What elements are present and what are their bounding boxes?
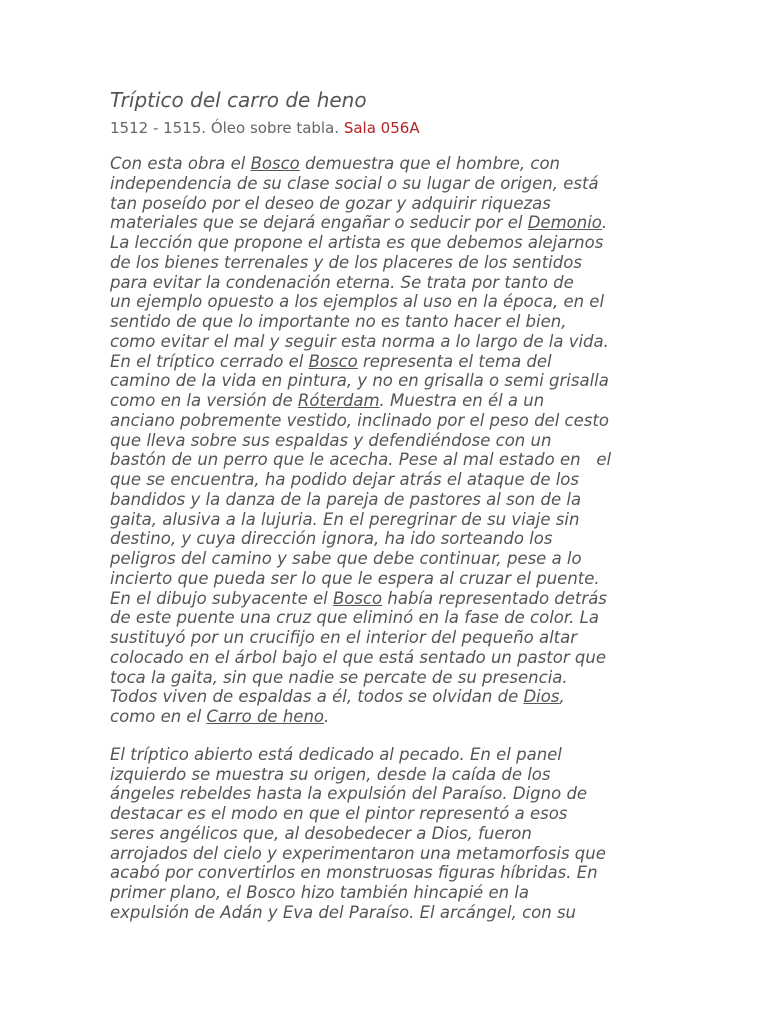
text-segment: de este puente una cruz que eliminó en la fase de color. La (110, 608, 599, 628)
text-segment: . Muestra en él a un (379, 391, 545, 410)
text-segment: camino de la vida en pintura, y no en grisalla o semi grisalla (110, 371, 609, 391)
text-segment: para evitar la condenación eterna. Se trata por tanto de (110, 272, 574, 292)
link-roterdam[interactable]: Róterdam (297, 391, 380, 410)
paragraph-open-triptych (110, 745, 670, 923)
text-segment: sustituyó por un crucifijo en el interior del pequeño altar (110, 628, 578, 647)
text-segment: En el dibujo subyacente el (110, 588, 333, 608)
text-segment: En el tríptico cerrado el (110, 351, 309, 371)
text-segment: gaita, alusiva a la lujuria. En el peregrinar de su viaje sin (110, 509, 580, 529)
text-segment: como en el (110, 707, 207, 726)
text-line: destacar es el modo en que el pintor representó a esos (110, 804, 568, 823)
room-link[interactable]: Sala 056A (343, 119, 420, 137)
text-segment: como en la versión de (110, 391, 298, 410)
text-segment: bastón de un perro que le acecha. Pese al mal estado en el (110, 450, 612, 470)
text-segment: que lleva sobre sus espaldas y defendiéndose con un (110, 430, 552, 450)
link-carro-de-heno[interactable]: Carro de heno (206, 707, 324, 726)
link-dios[interactable]: Dios (523, 687, 560, 707)
text-segment: representa el tema del (357, 351, 552, 371)
text-segment: La lección que propone el artista es que debemos alejarnos (110, 233, 604, 252)
text-line: expulsión de Adán y Eva del Paraíso. El arcángel, con su (110, 902, 576, 922)
text-segment: anciano pobremente vestido, inclinado por el peso del cesto (110, 410, 609, 430)
text-segment: toca la gaita, sin que nadie se percate de su presencia. (110, 667, 568, 687)
artwork-document (110, 86, 670, 923)
link-bosco[interactable]: Bosco (332, 588, 383, 608)
date-technique: 1512 - 1515. Óleo sobre tabla. (110, 119, 340, 137)
text-segment: tan poseído por el deseo de gozar y adquirir riquezas (110, 193, 551, 213)
text-segment: de los bienes terrenales y de los placeres de los sentidos (110, 252, 582, 272)
text-line: El tríptico abierto está dedicado al pecado. En el panel (110, 744, 562, 764)
text-line: primer plano, el Bosco hizo también hincapié en la (110, 883, 530, 902)
text-segment: como evitar el mal y seguir esta norma a lo largo de la vida. (110, 331, 609, 351)
text-segment: . (324, 707, 330, 726)
text-segment: Todos viven de espaldas a él, todos se olvidan de (110, 687, 524, 707)
text-segment: había representado detrás (382, 588, 607, 608)
link-demonio[interactable]: Demonio (527, 213, 602, 233)
text-segment: independencia de su clase social o su lugar de origen, está (110, 173, 599, 193)
paragraph-closed-triptych (110, 154, 670, 727)
text-segment: demuestra que el hombre, con (299, 154, 560, 173)
text-line: acabó por convertirlos en monstruosas figuras híbridas. En (110, 863, 598, 883)
text-segment: peligros del camino y sabe que debe continuar, pese a lo (110, 549, 582, 568)
text-segment: bandidos y la danza de la pareja de pastores al son de la (110, 489, 582, 509)
text-segment: materiales que se dejará engañar o seducir por el (110, 213, 528, 233)
text-line: izquierdo se muestra su origen, desde la caída de los (110, 764, 551, 784)
text-segment: colocado en el árbol bajo el que está sentado un pastor que (110, 647, 606, 667)
link-bosco[interactable]: Bosco (308, 351, 358, 371)
text-line: arrojados del cielo y experimentaron una metamorfosis que (110, 843, 606, 863)
text-segment: , (559, 687, 565, 707)
text-line: seres angélicos que, al desobedecer a Dios, fueron (110, 823, 532, 843)
text-segment: . (601, 213, 608, 233)
text-segment: un ejemplo opuesto a los ejemplos al uso en la época, en el (110, 292, 605, 312)
text-segment: Con esta obra el (110, 154, 251, 173)
text-segment: destino, y cuya dirección ignora, ha ido sorteando los (110, 529, 553, 549)
artwork-meta (110, 118, 670, 138)
text-line: ángeles rebeldes hasta la expulsión del Paraíso. Digno de (110, 784, 588, 804)
text-segment: sentido de que lo importante no es tanto hacer el bien, (110, 312, 567, 331)
page-title: Tríptico del carro de heno (110, 88, 367, 112)
link-bosco[interactable]: Bosco (250, 154, 300, 173)
text-segment: incierto que pueda ser lo que le espera al cruzar el puente. (110, 568, 600, 588)
text-segment: que se encuentra, ha podido dejar atrás el ataque de los (110, 470, 579, 489)
